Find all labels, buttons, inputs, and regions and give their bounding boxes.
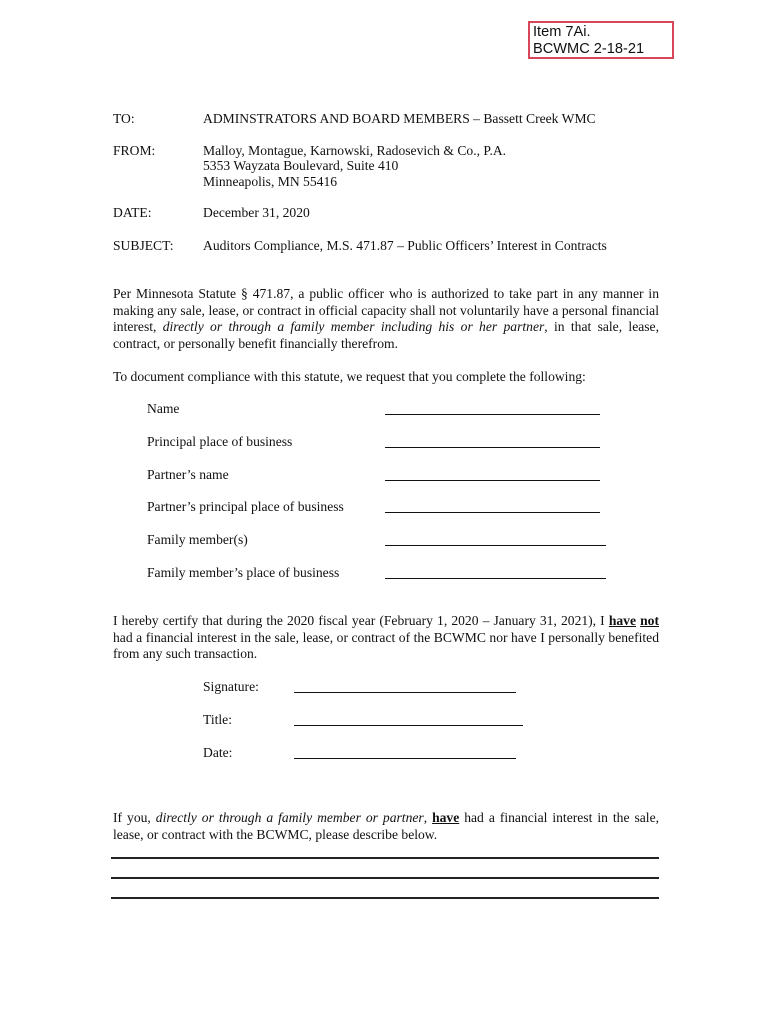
name-line[interactable] bbox=[385, 414, 600, 415]
family-members-line[interactable] bbox=[385, 545, 606, 546]
title-label: Title: bbox=[203, 712, 232, 727]
certify-have: have bbox=[608, 613, 636, 628]
describe-text-1: If you, bbox=[113, 810, 156, 825]
to-label: TO: bbox=[113, 111, 135, 126]
describe-text-italic: directly or through a family member or partner bbox=[155, 810, 424, 825]
describe-text-2: had a financial interest in the sale, lease, or contract with the BCWMC, please describe below. bbox=[113, 810, 659, 842]
certify-not: not bbox=[640, 613, 659, 628]
title-line[interactable] bbox=[294, 725, 523, 726]
family-place-label: Family member’s place of business bbox=[147, 565, 340, 580]
from-line-2: 5353 Wayzata Boulevard, Suite 410 bbox=[203, 158, 399, 173]
certify-text-2: had a financial interest in the sale, lease, or contract of the BCWMC nor have I personally benefited from any such transaction. bbox=[113, 629, 659, 661]
signature-line[interactable] bbox=[294, 692, 516, 693]
to-value: ADMINSTRATORS AND BOARD MEMBERS – Bassett Creek WMC bbox=[203, 111, 596, 126]
subject-value: Auditors Compliance, M.S. 471.87 – Public Officers’ Interest in Contracts bbox=[203, 238, 607, 253]
describe-line-3[interactable] bbox=[111, 897, 659, 899]
name-label: Name bbox=[147, 401, 180, 416]
from-line-1: Malloy, Montague, Karnowski, Radosevich & Co., P.A. bbox=[203, 143, 507, 158]
describe-line-1[interactable] bbox=[111, 857, 659, 859]
from-label: FROM: bbox=[113, 143, 156, 158]
date-value: December 31, 2020 bbox=[203, 205, 310, 220]
certify-text-1: I hereby certify that during the 2020 fiscal year (February 1, 2020 – January 31, 2021), I bbox=[113, 613, 609, 628]
certify-paragraph bbox=[113, 613, 659, 663]
family-place-line[interactable] bbox=[385, 578, 606, 579]
describe-paragraph: If you, directly or through a family member or partner, have had a financial interest in the sale, lease, or contract with the BCWMC, please describe below. bbox=[113, 810, 659, 842]
statute-paragraph bbox=[113, 286, 659, 352]
date-label: DATE: bbox=[113, 205, 152, 220]
from-line-3: Minneapolis, MN 55416 bbox=[203, 174, 338, 189]
family-members-label: Family member(s) bbox=[147, 532, 248, 547]
partner-name-label: Partner’s name bbox=[147, 467, 229, 482]
stamp-meeting-date: BCWMC 2-18-21 bbox=[533, 41, 645, 57]
item-stamp bbox=[528, 21, 674, 59]
stamp-item-number: Item 7Ai. bbox=[533, 24, 591, 40]
statute-text-1: Per Minnesota Statute § 471.87, a public officer who is authorized to take part in any manner in making any sale, lease, or contract in official capacity shall not voluntarily have a personal financial interest, bbox=[113, 286, 659, 334]
sign-date-line[interactable] bbox=[294, 758, 516, 759]
sign-date-label: Date: bbox=[203, 745, 233, 760]
describe-have: have bbox=[432, 810, 460, 825]
subject-label: SUBJECT: bbox=[113, 238, 174, 253]
statute-text-italic: directly or through a family member including his or her partner bbox=[162, 319, 545, 334]
partner-name-line[interactable] bbox=[385, 480, 600, 481]
principal-place-line[interactable] bbox=[385, 447, 600, 448]
statute-text-2: , in that sale, lease, contract, or personally benefit financially therefrom. bbox=[113, 319, 659, 351]
partner-place-line[interactable] bbox=[385, 512, 600, 513]
request-paragraph: To document compliance with this statute, we request that you complete the following: bbox=[113, 369, 586, 384]
describe-line-2[interactable] bbox=[111, 877, 659, 879]
signature-label: Signature: bbox=[203, 679, 259, 694]
partner-place-label: Partner’s principal place of business bbox=[147, 499, 344, 514]
principal-place-label: Principal place of business bbox=[147, 434, 293, 449]
